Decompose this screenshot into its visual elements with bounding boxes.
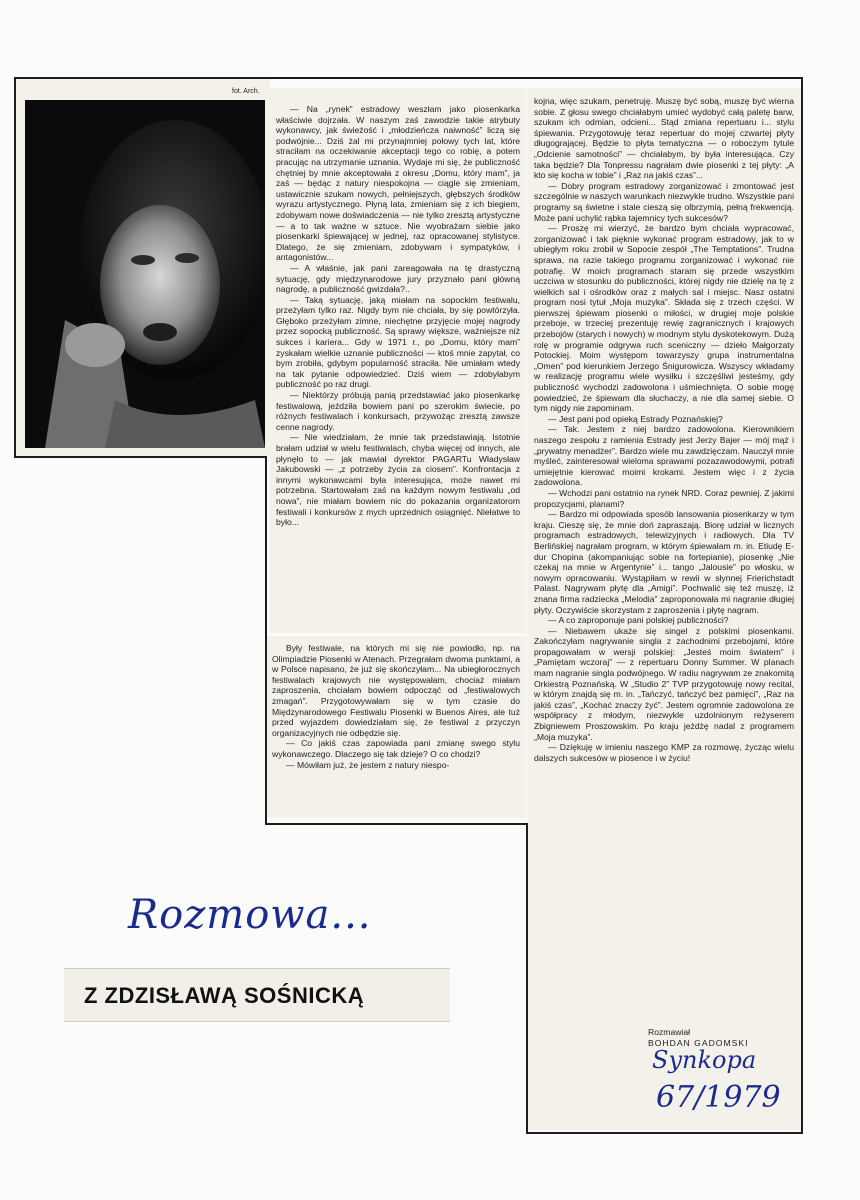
paragraph: — Mówiłam już, że jestem z natury niespo- xyxy=(286,759,450,770)
paragraph: — Niektórzy próbują panią przedstawiać jako piosenkarkę festiwalową, jeździła bowiem pani po szerokim świecie, po różnych festiwalach i konkursach, przywożąc zresztą zawsze cenne nagrody. xyxy=(276,390,520,432)
byline xyxy=(648,1027,748,1048)
handwritten-source: Synkopa xyxy=(652,1046,757,1074)
paragraph: — A właśnie, jak pani zareagowała na tę drastyczną sytuację, gdy międzynarodowe jury przyznało pani główną nagrodę, a publiczność gwizdała?.. xyxy=(276,262,520,295)
paragraph: — Na „rynek” estradowy weszłam jako piosenkarka właściwie dojrzała. W naszym zaś zawodzie takie atrybuty wykonawcy, jak świeżość i „młodzieńcza naiwność” liczą się podwójnie... Dziś żal mi przynajmniej połowy tych lat, które straciłam na oczekiwanie akceptacji tego co robię, a potem pracując na utrzymanie uznania. Wydaje mi się, że publiczność chętniej by mnie akceptowała z okresu „Domu, który mam”, ja zaś — będąc z natury niespokojna — ciągle się zmieniam, ustawicznie szukam nowych, pełniejszych, głębszych środków wyrazu artystycznego. Płyną lata, zmieniam się z ich biegiem, zdobywam nowe doświadczenia — nie tylko zresztą artystyczne — a to tak ważne w sztuce. Nie wyobrażam siebie jako piosenkarki śpiewającej w jednej, raz opracowanej stylistyce. Dlatego, że się zmieniam, zdobywam i sympatyków, i antagonistów... xyxy=(276,104,520,263)
photo-credit: fot. Arch. xyxy=(232,88,260,95)
paragraph: — Taką sytuację, jaką miałam na sopockim festiwalu, przeżyłam tylko raz. Nigdy bym nie chciała, by się powtórzyła. Głęboko przeżyłam zimne, niechętne przyjęcie mojej nagrody przez sopocką publiczność. Są sprawy większe, ważniejsze niż sukces i kariera... Gdy w 1971 r., po „Domu, który mam” zyskałam wielkie uznanie publiczności — ktoś mnie zapytał, co bym zrobiła, gdybym popularność straciła. Nie umiałam wtedy na tak pytanie odpowiedzieć. Dziś wiem — zdobyłabym publiczność po raz drugi. xyxy=(276,294,520,390)
paragraph: — Bardzo mi odpowiada sposób lansowania piosenkarzy w tym kraju. Cieszę się, że mnie doń zapraszają. Biorę udział w licznych programach estradowych, telewizyjnych i radiowych. Dla TV Berlińskiej nagrałam program, w którym śpiewałam m. in. Etiudę E-dur Chopina (akompaniując sobie na fortepianie), piosenkę „Nie czekaj na mnie w Argentynie” i... tango „Jalousie” po włosku, w nowym opracowaniu. Wystąpiłam w rewii w słynnej Frierichstadt Palast. Nagrywam płytę dla „Amigi”. Pochwalić się też muszę, iż znana firma radziecka „Melodia” zaproponowała mi nagranie długiej płyty. Oczywiście skorzystam z zaproszenia i płytę nagram. xyxy=(534,509,794,615)
paragraph: — Tak. Jestem z niej bardzo zadowolona. Kierownikiem naszego zespołu z ramienia Estrady jest Jerzy Bajer — mój mąż i „prywatny menadżer”. Bardzo wiele mu zawdzięczam. Nauczył mnie myśleć, zainteresował wieloma sprawami pozazawodowymi, potrafi umiejętnie kierować moimi krokami. Jestem więc i z życia zadowolona. xyxy=(534,424,794,488)
frame-left xyxy=(14,77,16,457)
frame-bottom xyxy=(526,1132,803,1134)
byline-label: Rozmawiał xyxy=(648,1027,691,1037)
frame-step1 xyxy=(14,456,266,458)
handwritten-issue: 67/1979 xyxy=(656,1080,781,1115)
paragraph: — A co zaproponuje pani polskiej publiczności? xyxy=(548,615,729,626)
handwritten-title: Rozmowa... xyxy=(128,892,372,938)
paragraph: — Nie wiedziałam, że mnie tak przedstawiają. Istotnie brałam udział w wielu festiwalach, chyba więcej od innych, ale płynęło to — jak mawiał dyrektor PAGARTu Władysław Jakubowski — „z potrzeby życia za ciosem”. Konfrontacja z innymi wykonawcami była interesująca, może nawet mi potrzebna. Startowałam zaś na każdym nowym festiwalu „od nowa”, nie miałam bowiem nic do pokazania organizatorom festiwali i konkursów z mych uprzednich osiągnięć. Niełatwe to było... xyxy=(276,432,520,528)
byline-author: BOHDAN GADOMSKI xyxy=(648,1037,749,1048)
paragraph: Były festiwale, na których mi się nie powiodło, np. na Olimpiadzie Piosenki w Atenach. Przegrałam dwoma punktami, a w Polsce napisano, że już się skończyłam... Na ubiegłorocznych festiwalach krajowych nie występowałam, chociaż miałam zaproszenia, chciałam bowiem odpocząć od „festiwalowych zmagań”. Przygotowywałam się w tym czasie do Międzynarodowego Festiwalu Piosenki w Buenos Aires, ale tuż przed wyjazdem dowiedziałam się, że festiwal z przyczyn organizacyjnych nie odbędzie się. xyxy=(272,643,520,738)
frame-right xyxy=(801,77,803,1134)
frame-step4 xyxy=(526,823,528,1133)
paragraph: — Wchodzi pani ostatnio na rynek NRD. Coraz pewniej. Z jakimi propozycjami, planami? xyxy=(534,487,794,509)
article-column-1 xyxy=(276,104,520,628)
name-banner xyxy=(64,968,450,1022)
frame-top xyxy=(14,77,803,79)
paragraph: — Niebawem ukaże się singel z polskimi piosenkami. Zakończyłam nagrywanie singla z zachodnimi przebojami, które propagowałam w wersji polskiej: „Jesteś moim światem” i „Pamiętam wczoraj” — z repertuaru Donny Summer. W planach mam nagranie singla podwójnego. W radiu nagrywam ze znakomitą Orkiestrą Poznańską. W „Studio 2” TVP przygotowuję nowy recital, w którym znajdą się m. in. „Tańczyć, tańczyć bez pamięci”, „Raz na jakiś czas”, „Kochać znaczy żyć”. Jestem ogromnie zadowolona ze współpracy z młodym, niezwykle uzdolnionym reżyserem Zbigniewem Proszowskim. Po kraju jeżdżę nadal z programem „Moja muzyka”. xyxy=(534,625,794,742)
singer-photo xyxy=(25,100,265,448)
paragraph: — Proszę mi wierzyć, że bardzo bym chciała wypracować, zorganizować i tak pięknie wykonać program estradowy, jak to w ubiegłym roku zrobił w Sopocie zespół „The Temptations”. Trudna sprawa, na razie takiego programu zorganizować i wykonać nie potrafię. W moich programach staram się przede wszystkim uczciwa w stosunku do publiczności, której nigdy nie dzielę na tę z wielkich sal i ośrodków oraz z małych sal i miejsc. Nasz ostatni program nosi tytuł „Moja muzyka”. Składa się z trzech części. W pierwszej śpiewam piosenki o miłości, w drugiej moje polskie przeboje, w trzeciej prezentuję rewię zagranicznych i krajowych przebojów (starych i nowych) w modnym stylu dyskotekowym. Dużą rolę w programie odgrywa ruch sceniczny — dzieło Małgorzaty Potockiej. Moim występom towarzyszy grupa instrumentalna „Omen” pod kierunkiem Jerzego Śnigurowicza. Wszyscy wkładamy w realizację programu wiele wysiłku i szczęśliwi jesteśmy, gdy publiczność wychodzi zadowolona i uśmiechnięta. O sobie mogę powiedzieć, że śpiewam dla słuchaczy, a nie dla samej siebie. O tym nigdy nie zapominam. xyxy=(534,223,794,414)
paragraph: — Dobry program estradowy zorganizować i zmontować jest szczególnie w naszych warunkach niezwykle trudno. Wszystkie pani programy są świetne i stale cieszą się olbrzymią, pełną frekwencją. Może pani uchylić rąbka tajemnicy tych sukcesów? xyxy=(534,180,794,223)
paragraph: — Dziękuję w imieniu naszego KMP za rozmowę, życząc wielu dalszych sukcesów w piosence i w życiu! xyxy=(534,742,794,763)
article-column-3 xyxy=(534,96,794,1021)
article-column-2 xyxy=(272,643,520,815)
paragraph: — Jest pani pod opieką Estrady Poznańskiej? xyxy=(548,413,723,424)
frame-step3 xyxy=(265,823,527,825)
paragraph: — Co jakiś czas zapowiada pani zmianę swego stylu wykonawczego. Dlaczego się tak dzieje? O co chodzi? xyxy=(272,738,520,759)
frame-step2 xyxy=(265,456,267,824)
paragraph: kojna, więc szukam, penetruję. Muszę być sobą, muszę być wierna sobie. Z głosu swego chciałabym umieć wydobyć całą paletę barw, szukam ich odmian, odcieni... Stąd zmiana repertuaru i... stylu śpiewania. Przygotowuję teraz repertuar do mojej czwartej płyty długogrającej. Będzie to płyta tematyczna — o roboczym tytule „Odcienie samotności” — chciałabym, by była interesująca. Czy taka będzie? Dla Tonpressu nagrałam dwie piosenki z tej płyty: „A kto się kocha w tobie” i „Raz na jakiś czas”... xyxy=(534,96,794,181)
banner-name: Z ZDZISŁAWĄ SOŚNICKĄ xyxy=(84,983,365,1008)
